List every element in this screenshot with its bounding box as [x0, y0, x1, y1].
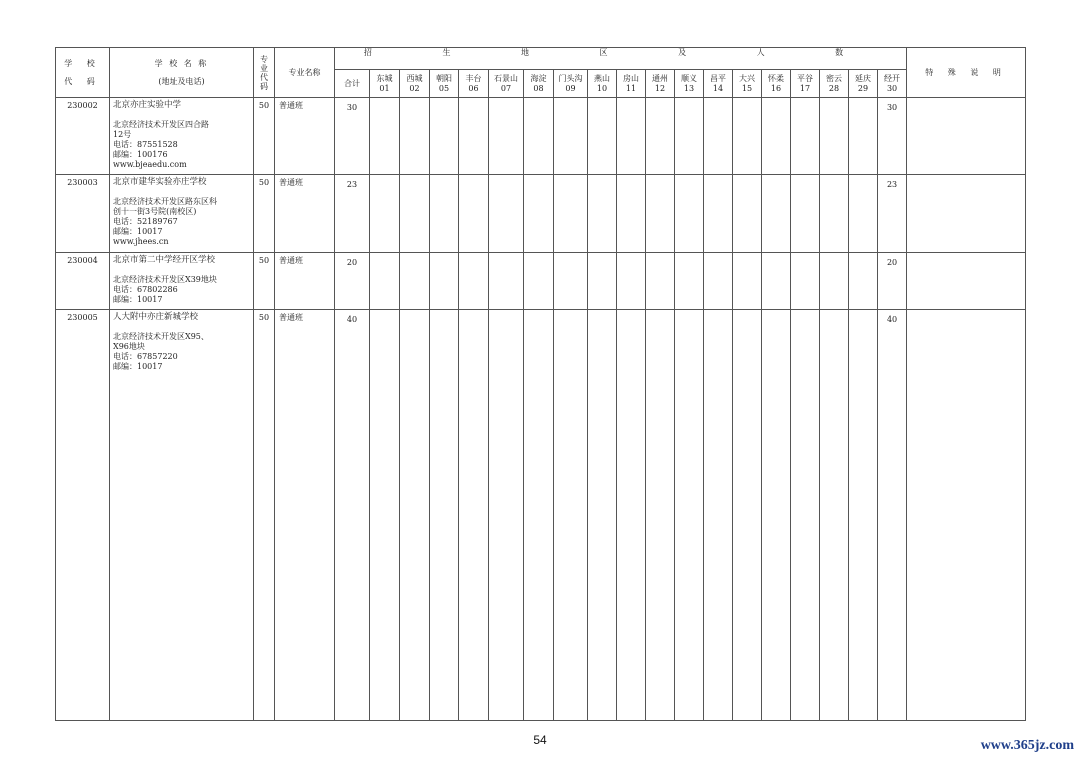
jingkai-count: 40 — [878, 310, 907, 721]
table-row — [56, 175, 1026, 253]
district-count-empty — [370, 253, 400, 310]
major-name: 普通班 — [275, 253, 335, 310]
district-count-empty — [524, 253, 554, 310]
district-count-empty — [820, 175, 849, 253]
special-notes — [907, 310, 1026, 721]
special-notes-header: 特 殊 说 明 — [907, 48, 1026, 98]
district-name: 燕山 — [594, 73, 610, 83]
school-address-line: 邮编：10017 — [113, 362, 163, 371]
major-name: 普通班 — [275, 310, 335, 721]
district-count-empty — [430, 253, 459, 310]
school-address-line: www.jhees.cn — [113, 237, 169, 246]
district-name: 石景山 — [494, 73, 518, 83]
district-count-empty — [675, 310, 704, 721]
major-code: 50 — [254, 310, 275, 721]
district-count-empty — [820, 310, 849, 721]
school-name-header: 学 校 名 称 (地址及电话) — [110, 48, 254, 98]
major-code: 50 — [254, 253, 275, 310]
district-count-empty — [400, 253, 430, 310]
page-number: 54 — [533, 733, 547, 747]
district-count-empty — [370, 310, 400, 721]
district-code: 02 — [409, 83, 420, 93]
district-code: 10 — [596, 83, 608, 93]
major-code: 50 — [254, 175, 275, 253]
district-count-empty — [675, 253, 704, 310]
district-header — [820, 70, 849, 98]
district-header — [704, 70, 733, 98]
district-count-empty — [489, 253, 524, 310]
district-name: 门头沟 — [558, 73, 583, 83]
school-info — [110, 253, 254, 310]
district-count-empty — [430, 310, 459, 721]
district-count-empty — [733, 175, 762, 253]
special-notes — [907, 98, 1026, 175]
district-name: 延庆 — [855, 73, 871, 83]
district-code: 28 — [828, 83, 840, 93]
school-name: 北京亦庄实验中学 — [113, 100, 182, 110]
district-count-empty — [849, 175, 878, 253]
district-count-empty — [430, 98, 459, 175]
district-count-empty — [849, 310, 878, 721]
district-code: 15 — [741, 83, 753, 93]
school-address-line: 北京经济技术开发区路东区科 — [113, 197, 217, 206]
district-header — [400, 70, 430, 98]
jingkai-count: 20 — [878, 253, 907, 310]
district-header — [430, 70, 459, 98]
district-count-empty — [733, 98, 762, 175]
region-title: 招 生 地 区 及 人 数 — [335, 48, 907, 70]
district-count-empty — [704, 310, 733, 721]
major-name: 普通班 — [275, 175, 335, 253]
district-header — [617, 70, 646, 98]
school-address-line: 创十一街3号院(南校区) — [113, 207, 197, 216]
district-name: 顺义 — [681, 73, 697, 83]
district-code: 11 — [625, 83, 637, 93]
school-address-line: 电话：87551528 — [113, 140, 178, 149]
school-name: 北京市第二中学经开区学校 — [113, 255, 216, 265]
watermark: www.365jz.com — [980, 738, 1074, 753]
district-count-empty — [762, 98, 791, 175]
district-count-empty — [733, 253, 762, 310]
school-address-line: 北京经济技术开发区四合路 — [113, 120, 209, 129]
district-count-empty — [617, 253, 646, 310]
district-name: 平谷 — [797, 73, 813, 83]
district-code: 08 — [533, 83, 544, 93]
district-count-empty — [524, 175, 554, 253]
district-name: 昌平 — [710, 73, 726, 83]
district-code: 12 — [654, 83, 666, 93]
school-address-line: 12号 — [113, 130, 132, 139]
district-count-empty — [617, 98, 646, 175]
district-count-empty — [704, 175, 733, 253]
district-name: 怀柔 — [768, 73, 784, 83]
school-info — [110, 98, 254, 175]
major-name-header: 专业名称 — [275, 48, 335, 98]
district-header — [489, 70, 524, 98]
district-header — [588, 70, 617, 98]
district-count-empty — [791, 175, 820, 253]
district-count-empty — [554, 253, 588, 310]
district-count-empty — [675, 175, 704, 253]
school-address-line: 北京经济技术开发区X39地块 — [113, 275, 217, 284]
district-count-empty — [849, 253, 878, 310]
school-address-line: 北京经济技术开发区X95、 — [113, 332, 209, 341]
school-address-line: 邮编：10017 — [113, 227, 163, 236]
district-count-empty — [400, 98, 430, 175]
district-code: 17 — [799, 83, 811, 93]
district-count-empty — [646, 175, 675, 253]
school-code: 230005 — [56, 310, 110, 721]
major-code-header: 专 业 代 码 — [254, 48, 275, 98]
district-name: 西城 — [406, 73, 423, 83]
district-count-empty — [762, 253, 791, 310]
district-count-empty — [588, 253, 617, 310]
district-count-empty — [400, 175, 430, 253]
district-count-empty — [459, 310, 489, 721]
district-count-empty — [524, 98, 554, 175]
district-code: 30 — [886, 83, 898, 93]
major-code: 50 — [254, 98, 275, 175]
jingkai-count: 30 — [878, 98, 907, 175]
district-header — [675, 70, 704, 98]
enrollment-table — [55, 47, 1026, 721]
total-count: 23 — [335, 175, 370, 253]
district-count-empty — [554, 310, 588, 721]
district-count-empty — [646, 98, 675, 175]
district-header — [849, 70, 878, 98]
school-address-line: 邮编：10017 — [113, 295, 163, 304]
school-info — [110, 310, 254, 721]
district-header — [370, 70, 400, 98]
district-count-empty — [849, 98, 878, 175]
district-name: 朝阳 — [436, 73, 452, 83]
district-count-empty — [489, 310, 524, 721]
district-count-empty — [400, 310, 430, 721]
district-count-empty — [820, 253, 849, 310]
school-address-line: 电话：67857220 — [113, 352, 178, 361]
school-code-header: 学 校 代 码 — [56, 48, 110, 98]
district-count-empty — [791, 98, 820, 175]
district-header — [733, 70, 762, 98]
district-header — [459, 70, 489, 98]
district-count-empty — [617, 310, 646, 721]
district-header — [646, 70, 675, 98]
district-count-empty — [704, 253, 733, 310]
district-count-empty — [489, 175, 524, 253]
district-count-empty — [430, 175, 459, 253]
special-notes — [907, 253, 1026, 310]
district-header — [524, 70, 554, 98]
district-header — [762, 70, 791, 98]
table-row — [56, 98, 1026, 175]
school-address-line: X96地块 — [113, 342, 145, 351]
district-count-empty — [370, 175, 400, 253]
district-count-empty — [524, 310, 554, 721]
district-header — [554, 70, 588, 98]
district-name: 经开 — [884, 73, 901, 83]
district-code: 07 — [500, 83, 512, 93]
district-count-empty — [489, 98, 524, 175]
total-count: 40 — [335, 310, 370, 721]
district-count-empty — [762, 175, 791, 253]
header-row-1 — [56, 48, 1026, 70]
district-count-empty — [646, 253, 675, 310]
total-header: 合计 — [335, 70, 370, 98]
district-count-empty — [617, 175, 646, 253]
district-name: 海淀 — [530, 73, 547, 83]
district-name: 丰台 — [465, 73, 482, 83]
district-code: 29 — [857, 83, 869, 93]
district-code: 13 — [683, 83, 695, 93]
district-code: 09 — [565, 83, 576, 93]
district-code: 01 — [379, 83, 390, 93]
table-row — [56, 310, 1026, 721]
district-count-empty — [762, 310, 791, 721]
school-address-line: 邮编：100176 — [113, 150, 168, 159]
district-name: 东城 — [376, 73, 393, 83]
district-count-empty — [554, 175, 588, 253]
district-count-empty — [370, 98, 400, 175]
school-name: 人大附中亦庄新城学校 — [113, 312, 199, 322]
special-notes — [907, 175, 1026, 253]
district-code: 05 — [438, 83, 450, 93]
district-count-empty — [459, 253, 489, 310]
district-count-empty — [588, 310, 617, 721]
district-code: 14 — [712, 83, 724, 93]
district-header — [791, 70, 820, 98]
school-address-line: 电话：52189767 — [113, 217, 178, 226]
school-code: 230002 — [56, 98, 110, 175]
total-count: 30 — [335, 98, 370, 175]
district-count-empty — [675, 98, 704, 175]
district-name: 房山 — [623, 73, 639, 83]
district-count-empty — [554, 98, 588, 175]
district-count-empty — [791, 253, 820, 310]
school-address-line: www.bjeaedu.com — [113, 160, 187, 169]
district-code: 06 — [468, 83, 479, 93]
school-name: 北京市建华实验亦庄学校 — [113, 177, 207, 187]
district-count-empty — [733, 310, 762, 721]
district-count-empty — [704, 98, 733, 175]
school-address-line: 电话：67802286 — [113, 285, 178, 294]
district-header — [878, 70, 907, 98]
major-name: 普通班 — [275, 98, 335, 175]
school-info — [110, 175, 254, 253]
district-count-empty — [588, 175, 617, 253]
school-code: 230004 — [56, 253, 110, 310]
district-count-empty — [820, 98, 849, 175]
district-code: 16 — [770, 83, 782, 93]
district-name: 通州 — [652, 73, 668, 83]
total-count: 20 — [335, 253, 370, 310]
jingkai-count: 23 — [878, 175, 907, 253]
district-name: 密云 — [826, 73, 842, 83]
district-count-empty — [588, 98, 617, 175]
district-count-empty — [646, 310, 675, 721]
district-name: 大兴 — [739, 73, 755, 83]
district-count-empty — [459, 175, 489, 253]
district-count-empty — [459, 98, 489, 175]
table-row — [56, 253, 1026, 310]
district-count-empty — [791, 310, 820, 721]
school-code: 230003 — [56, 175, 110, 253]
